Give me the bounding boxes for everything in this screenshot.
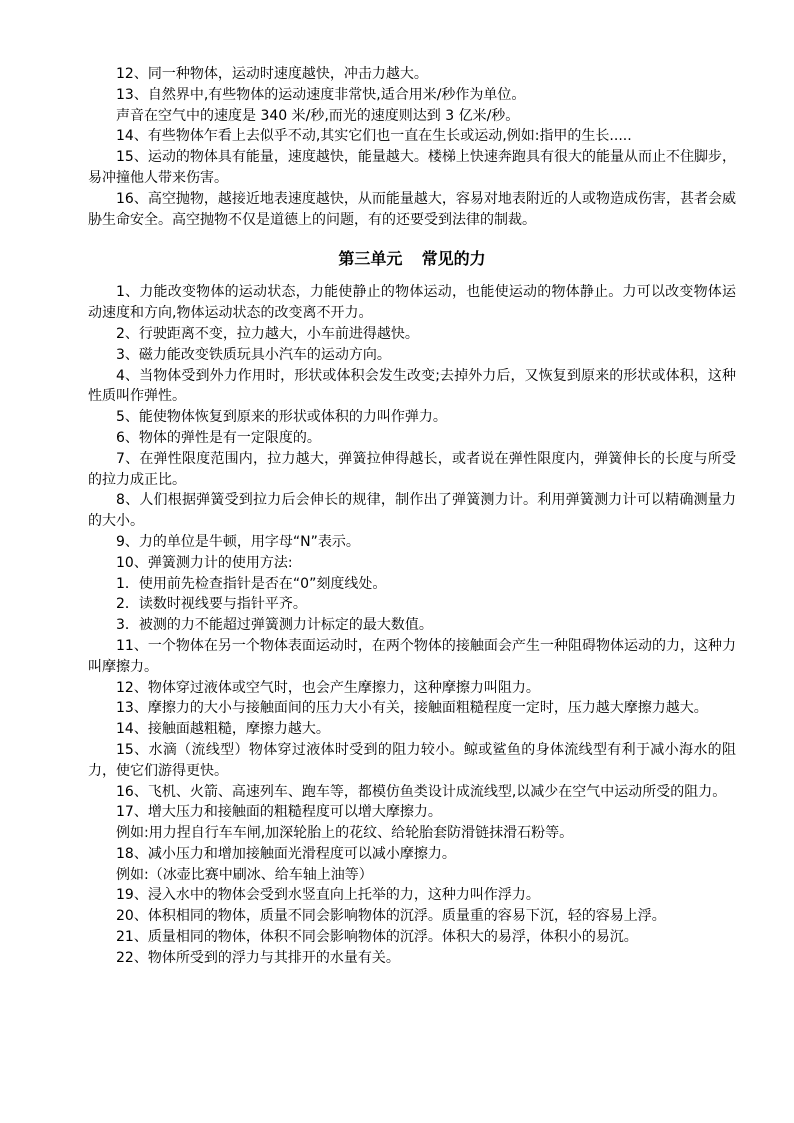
paragraph-unit3-7: 7、在弹性限度范围内，拉力越大，弹簧拉伸得越长，或者说在弹性限度内，弹簧伸长的长度与所受的拉力成正比。 bbox=[88, 450, 736, 488]
paragraph-unit3-11: 11、一个物体在另一个物体表面运动时，在两个物体的接触面会产生一种阻碍物体运动的力，这种力叫摩擦力。 bbox=[88, 637, 736, 675]
paragraph-unit3-18-example: 例如:（冰壶比赛中刷冰、给车轴上油等） bbox=[116, 866, 373, 883]
paragraph-unit3-15: 15、水滴（流线型）物体穿过液体时受到的阻力较小。鲸或鲨鱼的身体流线型有利于减小海水的阻力，使它们游得更快。 bbox=[88, 741, 736, 779]
paragraph-top-12: 12、同一种物体，运动时速度越快，冲击力越大。 bbox=[116, 66, 428, 82]
paragraph-unit3-13: 13、摩擦力的大小与接触面间的压力大小有关，接触面粗糙程度一定时，压力越大摩擦力越大。 bbox=[116, 700, 708, 717]
unit-heading-topic: 常见的力 bbox=[421, 249, 486, 269]
paragraph-unit3-17: 17、增大压力和接触面的粗糙程度可以增大摩擦力。 bbox=[116, 804, 442, 821]
unit-heading-unit: 第三单元 bbox=[338, 249, 403, 269]
paragraph-unit3-16: 16、飞机、火箭、高速列车、跑车等，都模仿鱼类设计成流线型,以减少在空气中运动所受的阻力。 bbox=[116, 783, 727, 800]
paragraph-unit3-8: 8、人们根据弹簧受到拉力后会伸长的规律，制作出了弹簧测力计。利用弹簧测力计可以精确测量力的大小。 bbox=[88, 492, 736, 530]
paragraph-unit3-21: 21、质量相同的物体，体积不同会影响物体的沉浮。体积大的易浮，体积小的易沉。 bbox=[116, 929, 638, 946]
paragraph-unit3-18: 18、减小压力和增加接触面光滑程度可以减小摩擦力。 bbox=[116, 845, 456, 862]
paragraph-unit3-5: 5、能使物体恢复到原来的形状或体积的力叫作弹力。 bbox=[116, 409, 447, 426]
paragraph-unit3-14: 14、接触面越粗糙，摩擦力越大。 bbox=[116, 721, 330, 738]
unit-heading bbox=[88, 248, 736, 270]
paragraph-unit3-10-step-2: 2．读数时视线要与指针平齐。 bbox=[116, 596, 307, 613]
document-page bbox=[88, 64, 736, 969]
paragraph-top-15: 15、运动的物体具有能量，速度越快，能量越大。楼梯上快速奔跑具有很大的能量从而止不住脚步，易冲撞他人带来伤害。 bbox=[88, 149, 736, 186]
paragraph-top-14: 14、有些物体乍看上去似乎不动,其实它们也一直在生长或运动,例如:指甲的生长..... bbox=[116, 128, 632, 145]
paragraph-unit3-10-step-3: 3．被测的力不能超过弹簧测力计标定的最大数值。 bbox=[116, 617, 433, 634]
paragraph-unit3-3: 3、磁力能改变铁质玩具小汽车的运动方向。 bbox=[116, 346, 391, 363]
paragraph-top-13-continued: 声音在空气中的速度是 340 米/秒,而光的速度则达到 3 亿米/秒。 bbox=[116, 107, 520, 124]
paragraph-unit3-1: 1、力能改变物体的运动状态，力能使静止的物体运动，也能使运动的物体静止。力可以改变物体运动速度和方向,物体运动状态的改变离不开力。 bbox=[88, 284, 736, 322]
paragraph-top-16: 16、高空抛物，越接近地表速度越快，从而能量越大，容易对地表附近的人或物造成伤害，甚者会威胁生命安全。高空抛物不仅是道德上的问题，有的还要受到法律的制裁。 bbox=[88, 190, 736, 228]
paragraph-top-13: 13、自然界中,有些物体的运动速度非常快,适合用米/秒作为单位。 bbox=[116, 86, 526, 103]
paragraph-unit3-10: 10、弹簧测力计的使用方法: bbox=[116, 554, 293, 571]
paragraph-unit3-19: 19、浸入水中的物体会受到水竖直向上托举的力，这种力叫作浮力。 bbox=[116, 887, 540, 904]
section-unit3 bbox=[88, 282, 736, 968]
paragraph-unit3-17-example: 例如:用力捏自行车车闸,加深轮胎上的花纹、给轮胎套防滑链抹滑石粉等。 bbox=[116, 825, 574, 842]
paragraph-unit3-22: 22、物体所受到的浮力与其排开的水量有关。 bbox=[116, 949, 400, 966]
paragraph-unit3-20: 20、体积相同的物体，质量不同会影响物体的沉浮。质量重的容易下沉，轻的容易上浮。 bbox=[116, 908, 666, 925]
paragraph-unit3-12: 12、物体穿过液体或空气时，也会产生摩擦力，这种摩擦力叫阻力。 bbox=[116, 679, 540, 696]
paragraph-unit3-2: 2、行驶距离不变，拉力越大，小车前进得越快。 bbox=[116, 325, 419, 342]
paragraph-unit3-10-step-1: 1．使用前先检查指针是否在“0”刻度线处。 bbox=[116, 575, 387, 592]
section-top bbox=[88, 64, 736, 230]
paragraph-unit3-4: 4、当物体受到外力作用时，形状或体积会发生改变;去掉外力后，又恢复到原来的形状或体积，这种性质叫作弹性。 bbox=[88, 367, 736, 405]
paragraph-unit3-9: 9、力的单位是牛顿，用字母“N”表示。 bbox=[116, 533, 360, 550]
paragraph-unit3-6: 6、物体的弹性是有一定限度的。 bbox=[116, 429, 321, 446]
